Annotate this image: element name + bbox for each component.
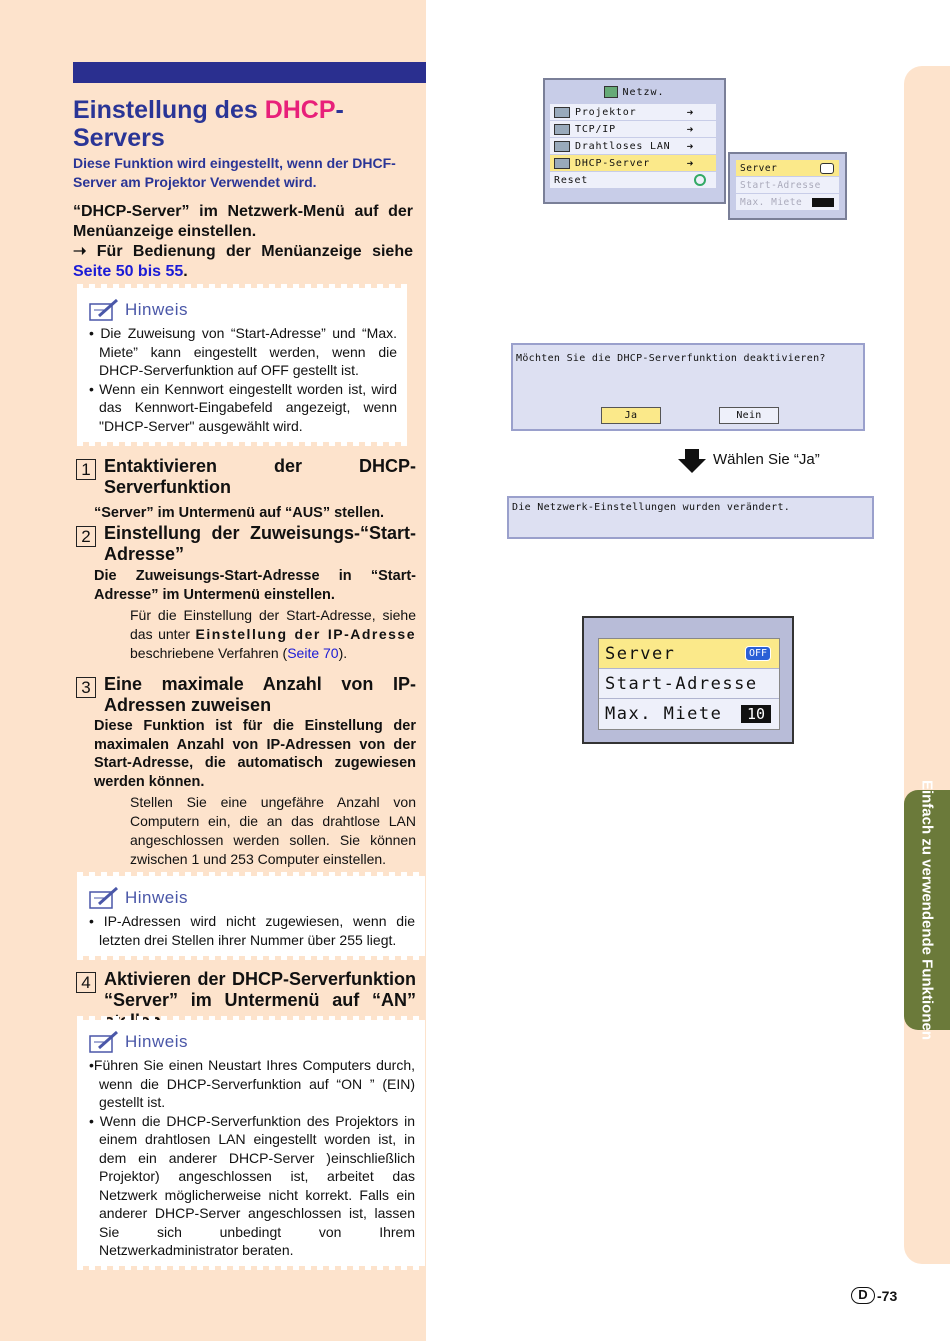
submenu-label: Max. Miete (740, 196, 803, 208)
submenu-max-lease-row[interactable] (736, 194, 839, 211)
arrow-right-icon: ➜ (686, 122, 694, 136)
network-menu-screenshot (543, 78, 726, 204)
step-body-text: beschriebene Verfahren ( (130, 645, 288, 661)
arrow-right-icon: ➜ (686, 156, 694, 170)
title-line2: Servers (73, 124, 165, 152)
toggle-icon (820, 163, 834, 174)
submenu-start-address-row[interactable] (736, 177, 839, 194)
step-body-text: ). (338, 645, 348, 661)
yes-button[interactable]: Ja (601, 407, 661, 424)
submenu-label: Max. Miete (605, 704, 723, 724)
menu-title-row (545, 80, 724, 104)
menu-item-tcpip[interactable] (550, 121, 716, 138)
note-3-item: • Wenn die DHCP-Serverfunktion des Projektors in einem drahtlosen LAN eingestellt worden ist, in dem ein anderer DHCP-Server )einschließlich Projektor) angeschlossen ist, arbeitet das Netzwerk möglicherweise nicht korrekt. Falls ein anderer DHCP-Server angeschlossen ist, lassen Sie sich unbedingt von Ihrem Netzwerkadministrator beraten. (89, 1112, 415, 1258)
menu-item-label: Reset (554, 174, 589, 186)
menu-item-dhcp-server[interactable] (550, 155, 716, 172)
wireless-icon (554, 141, 570, 152)
submenu-start-address-row[interactable] (599, 669, 779, 699)
menu-item-wlan[interactable] (550, 138, 716, 155)
note-box-2 (77, 876, 425, 956)
step-body-text: Für die Einstellung der Start-Adresse, siehe das unter (130, 607, 416, 642)
pencil-note-icon (87, 296, 123, 324)
note-1-item: • Die Zuweisung von “Start-Adresse” und “Max. Miete” kann eingestellt werden, wenn die DHCP-Serverfunktion auf OFF gestellt ist. (89, 325, 397, 378)
submenu-server-row[interactable] (736, 160, 839, 177)
intro-paragraph (73, 202, 413, 282)
intro-arrow-text: ➝ Für Bedienung der Menüanzeige siehe (73, 243, 413, 260)
intro-text: “DHCP-Server” im Netzwerk-Menü auf der Menüanzeige einstellen. (73, 203, 413, 240)
submenu-panel (598, 638, 780, 730)
step-title: Eine maximale Anzahl von IP-Adressen zuweisen (104, 674, 416, 715)
dialog-question: Möchten Sie die DHCP-Serverfunktion deaktivieren? (516, 353, 826, 364)
note-label: Hinweis (125, 300, 189, 319)
title-highlight: DHCP (264, 96, 336, 124)
side-tab (904, 66, 950, 1264)
server-icon (554, 158, 570, 169)
submenu-label: Server (605, 643, 676, 664)
projector-icon (554, 107, 570, 118)
step-number: 1 (76, 459, 96, 480)
value-box (812, 198, 834, 207)
page-subtitle: Diese Funktion wird eingestellt, wenn der DHCF-Server am Projektor Verwendet wird. (73, 155, 396, 190)
step-number: 4 (76, 972, 96, 993)
submenu-server-row[interactable] (599, 639, 779, 669)
arrow-down-icon (678, 449, 706, 473)
arrow-right-icon: ➜ (686, 139, 694, 153)
step-title: Einstellung der Zuweisungs-“Start-Adresse” (104, 523, 416, 564)
max-lease-value: 10 (741, 705, 771, 723)
note-header (87, 296, 397, 324)
no-button[interactable]: Nein (719, 407, 779, 424)
step-instruction: Die Zuweisungs-Start-Adresse in “Start-Adresse” im Untermenü einstellen. (94, 568, 416, 603)
step-body (130, 606, 416, 663)
step-body: Stellen Sie eine ungefähre Anzahl von Computern ein, die an das drahtlose LAN angeschlossen werden sollen. Sie können zwischen 1 und 253 Computer einstellen. (130, 794, 416, 867)
page-number (851, 1287, 897, 1304)
title-text: Einstellung des (73, 96, 265, 124)
note-header (87, 884, 415, 912)
menu-title: Netzw. (622, 86, 665, 98)
dialog-message: Die Netzwerk-Einstellungen wurden verändert. (512, 502, 791, 513)
title-hyphen: - (335, 96, 344, 124)
note-3-list (87, 1056, 415, 1260)
menu-item-label: TCP/IP (575, 123, 616, 135)
note-box-3 (77, 1020, 425, 1266)
network-icon (604, 86, 618, 98)
computer-icon (554, 124, 570, 135)
dhcp-submenu-screenshot (728, 152, 847, 220)
intro-period: . (183, 263, 188, 280)
note-box-1 (77, 288, 407, 442)
submenu-label: Server (740, 162, 778, 174)
side-tab-label: Einfach zu verwendende Funktionen (918, 779, 936, 1041)
step-title: Aktivieren der DHCP-Serverfunktion “Server” im Untermenü auf “AN” (104, 969, 416, 1010)
submenu-label: Start-Adresse (605, 673, 758, 694)
intro-link[interactable]: Seite 50 bis 55 (73, 263, 184, 280)
deactivate-dialog (511, 343, 865, 431)
pencil-note-icon (87, 1028, 123, 1056)
page-title (73, 96, 418, 152)
note-label: Hinweis (125, 888, 189, 907)
page-number-text: -73 (877, 1287, 898, 1304)
submenu-max-lease-row[interactable] (599, 699, 779, 729)
submenu-label: Start-Adresse (740, 179, 821, 191)
note-2-item: • IP-Adressen wird nicht zugewiesen, wenn die letzten drei Stellen ihrer Nummer über 255 liegt. (89, 913, 415, 948)
note-2-list (87, 912, 415, 949)
header-bar (73, 62, 426, 83)
note-1-list (87, 324, 397, 435)
step-1 (76, 456, 416, 523)
note-label: Hinweis (125, 1032, 189, 1051)
step-2 (76, 523, 416, 663)
menu-item-label: DHCP-Server (575, 157, 651, 169)
note-3-item: •Führen Sie einen Neustart Ihres Computers durch, wenn die DHCP-Serverfunktion auf “ON ” (EIN) gestellt ist. (89, 1057, 415, 1110)
pencil-note-icon (87, 884, 123, 912)
step-instruction: “Server” im Untermenü auf “AUS” stellen. (94, 505, 385, 521)
settings-changed-dialog (507, 496, 874, 539)
step-instruction: Diese Funktion ist für die Einstellung der maximalen Anzahl von IP-Adressen von der Start-Adresse, die automatisch zugewiesen werden können. (94, 718, 416, 790)
arrow-right-icon: ➜ (686, 105, 694, 119)
note-1-item: • Wenn ein Kennwort eingestellt worden ist, wird das Kennwort-Eingabefeld angezeigt, wenn "DHCP-Server" ausgewählt wird. (89, 380, 397, 434)
menu-item-label: Drahtloses LAN (575, 140, 671, 152)
step-body-bold: Einstellung der IP-Adresse (195, 626, 416, 642)
step-number: 2 (76, 526, 96, 547)
step-title: Entaktivieren der DHCP-Serverfunktion (104, 456, 416, 497)
menu-item-label: Projektor (575, 106, 637, 118)
page-link[interactable]: Seite 70 (287, 645, 339, 661)
step-number: 3 (76, 677, 96, 698)
step-3 (76, 674, 416, 869)
reset-icon (694, 174, 706, 186)
instruction-text: Wählen Sie “Ja” (713, 451, 820, 468)
menu-item-reset[interactable] (550, 172, 716, 189)
page-letter-badge: D (851, 1287, 875, 1304)
menu-item-projektor[interactable] (550, 104, 716, 121)
note-header (87, 1028, 415, 1056)
off-badge: OFF (745, 646, 771, 661)
dhcp-submenu-large-screenshot (582, 616, 794, 744)
